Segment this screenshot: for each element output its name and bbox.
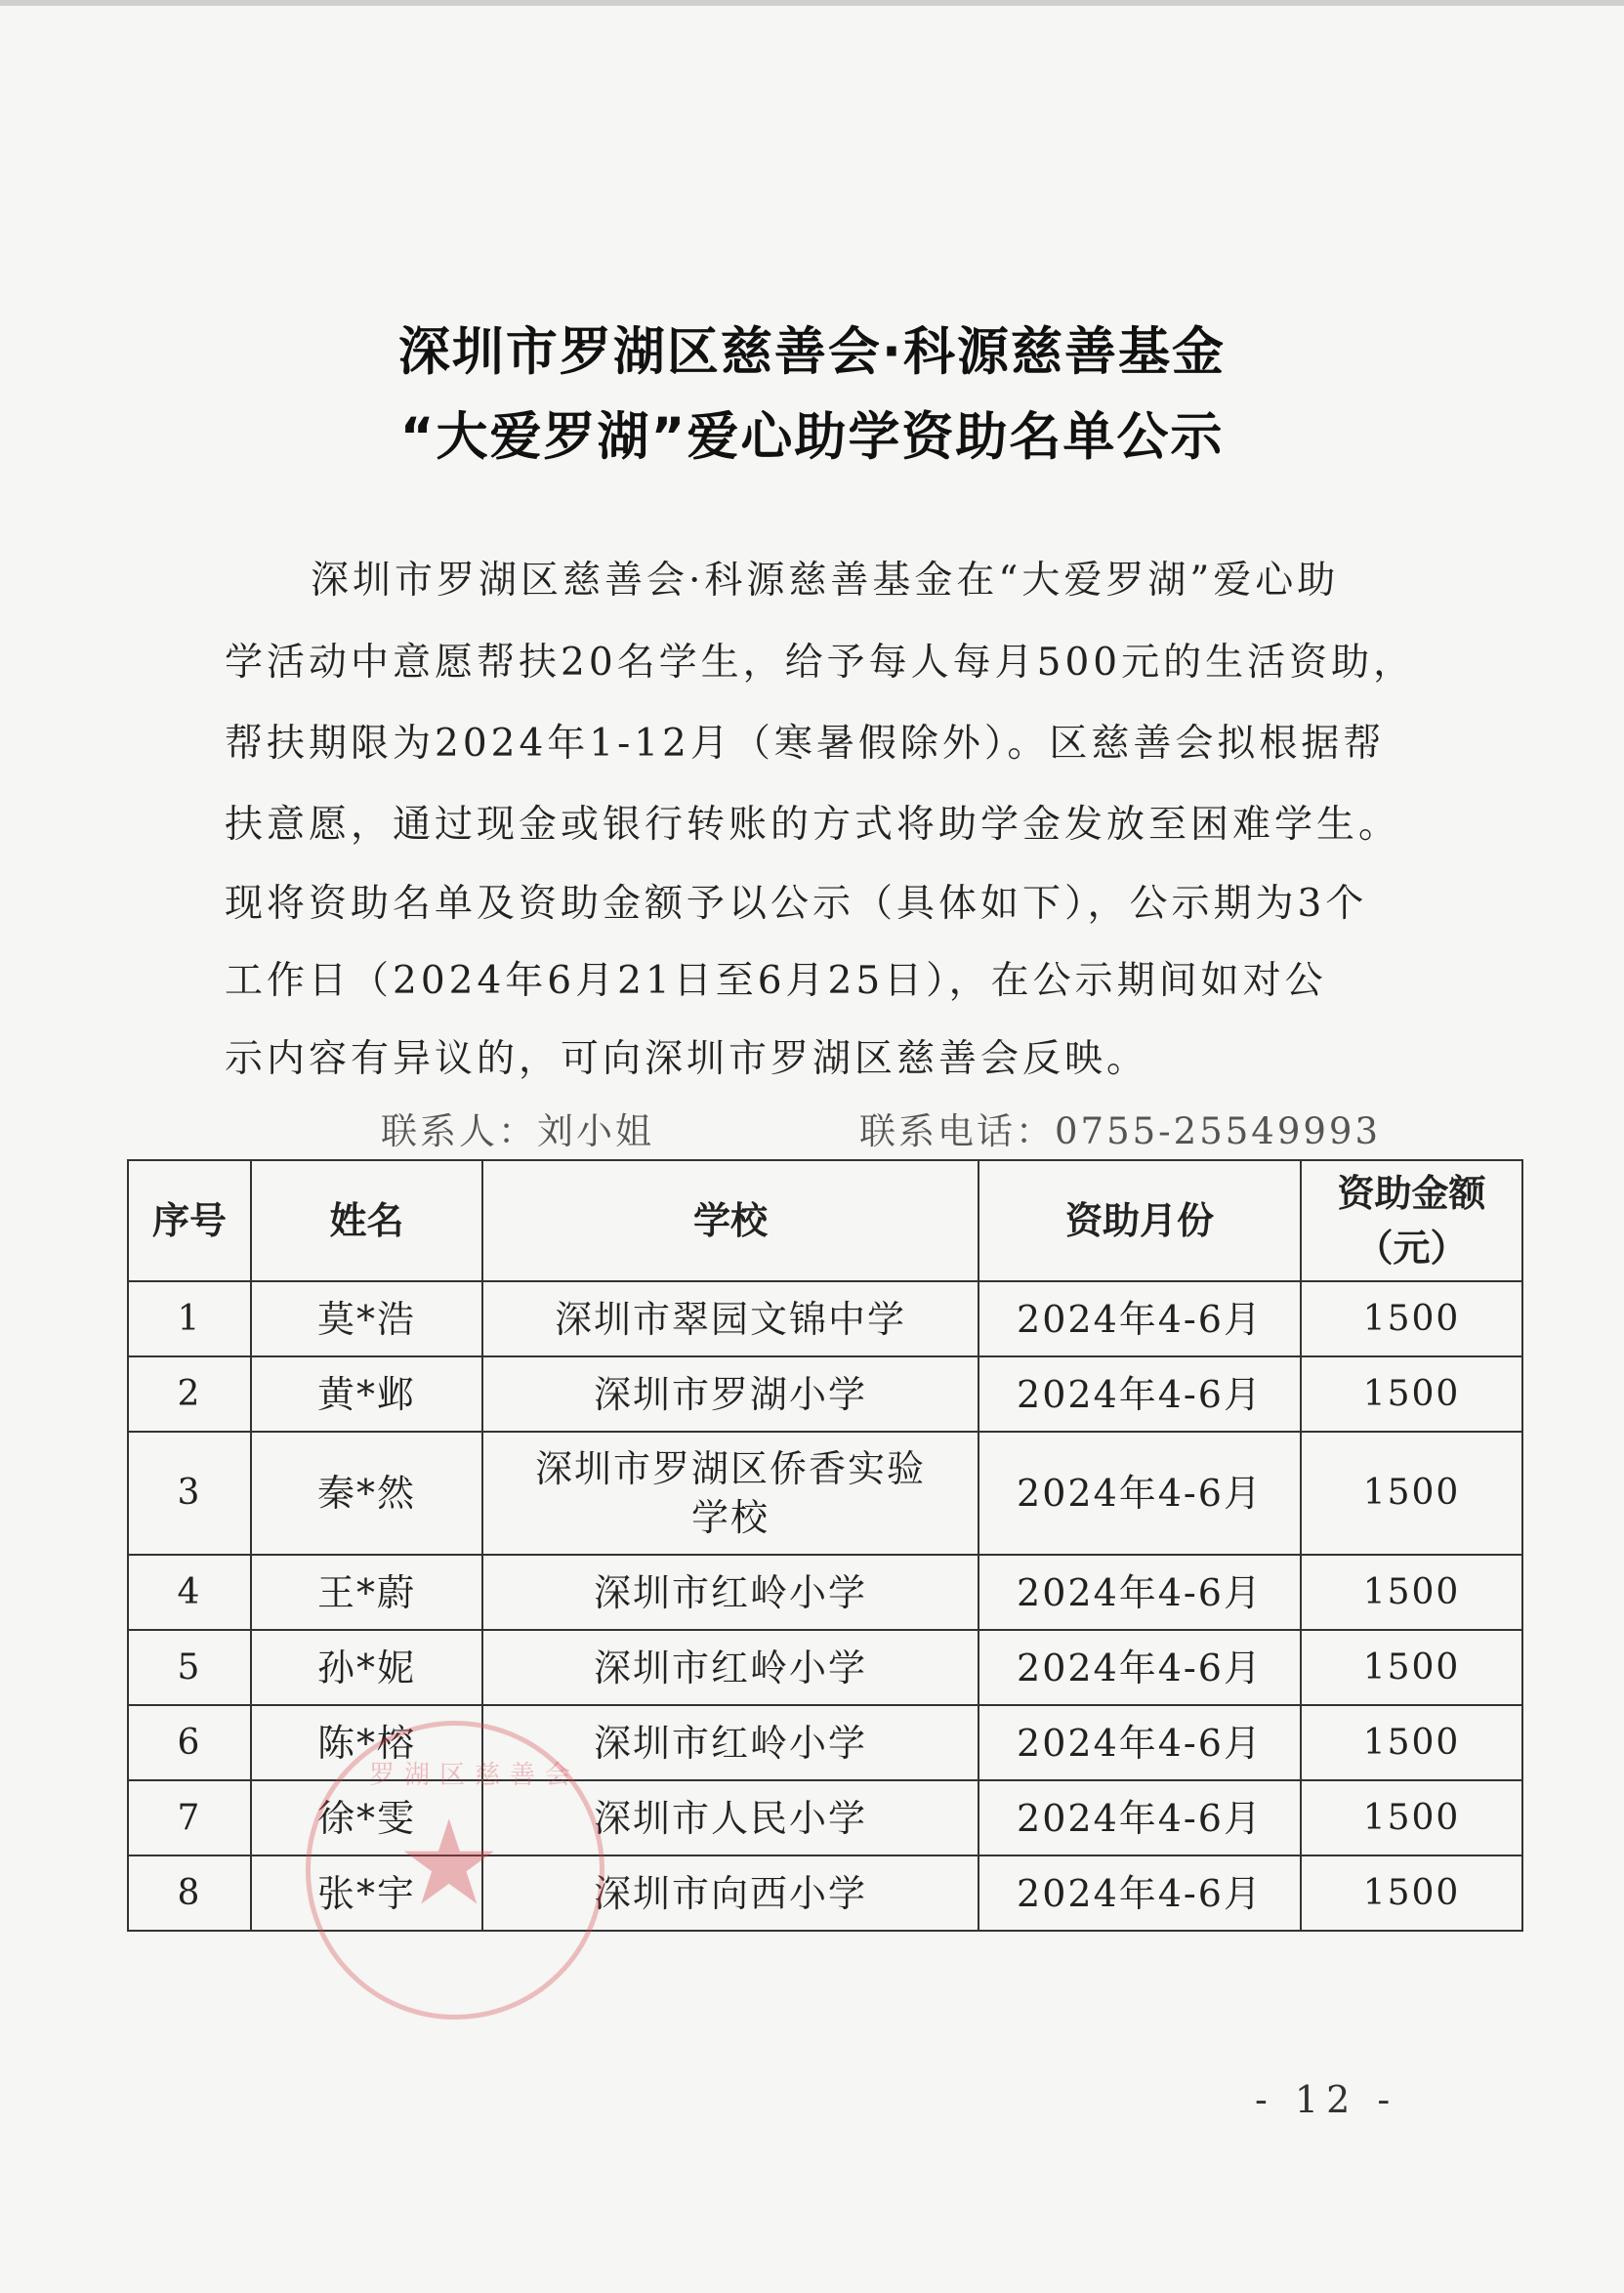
table-row [128,1855,1522,1931]
scan-top-edge [0,0,1624,6]
page-number: - 12 - [1255,2078,1398,2121]
cell-months: 2024年4-6月 [979,1630,1301,1705]
cell-serial-number: 3 [128,1432,251,1555]
cell-school: 深圳市人民小学 [482,1780,979,1855]
cell-serial-number: 1 [128,1281,251,1356]
cell-school: 深圳市罗湖小学 [482,1356,979,1432]
cell-months: 2024年4-6月 [979,1432,1301,1555]
cell-amount: 1500 [1301,1780,1522,1855]
cell-school: 深圳市红岭小学 [482,1705,979,1780]
cell-name: 秦*然 [251,1432,482,1555]
cell-school: 深圳市翠园文锦中学 [482,1281,979,1356]
cell-school: 深圳市红岭小学 [482,1555,979,1630]
header-months: 资助月份 [979,1160,1301,1281]
cell-serial-number: 4 [128,1555,251,1630]
cell-name: 张*宇 [251,1855,482,1931]
cell-serial-number: 6 [128,1705,251,1780]
table-row [128,1432,1522,1555]
cell-amount: 1500 [1301,1630,1522,1705]
cell-school: 深圳市红岭小学 [482,1630,979,1705]
cell-months: 2024年4-6月 [979,1356,1301,1432]
paragraph-line-6: 工作日（2024年6月21日至6月25日），在公示期间如对公 [225,959,1327,1003]
cell-amount: 1500 [1301,1855,1522,1931]
header-amount [1301,1160,1522,1281]
cell-school-line-2: 学校 [690,1496,770,1539]
cell-serial-number: 8 [128,1855,251,1931]
table-row [128,1281,1522,1356]
cell-amount: 1500 [1301,1705,1522,1780]
paragraph-line-5: 现将资助名单及资助金额予以公示（具体如下），公示期为3个 [225,882,1368,926]
header-name: 姓名 [251,1160,482,1281]
paragraph-line-3: 帮扶期限为2024年1-12月（寒暑假除外）。区慈善会拟根据帮 [225,722,1386,766]
header-amount-unit: （元） [1355,1227,1468,1270]
header-amount-label: 资助金额 [1337,1172,1486,1215]
cell-name: 莫*浩 [251,1281,482,1356]
table-row [128,1780,1522,1855]
paragraph-line-7: 示内容有异议的，可向深圳市罗湖区慈善会反映。 [225,1037,1149,1081]
cell-serial-number: 2 [128,1356,251,1432]
cell-name: 陈*榕 [251,1705,482,1780]
cell-school: 深圳市向西小学 [482,1855,979,1931]
cell-name: 孙*妮 [251,1630,482,1705]
sponsorship-table [127,1159,1523,1932]
contact-person: 联系人：刘小姐 [381,1110,654,1152]
cell-amount: 1500 [1301,1432,1522,1555]
paragraph-line-1: 深圳市罗湖区慈善会·科源慈善基金在“大爱罗湖”爱心助 [311,559,1340,603]
star-icon: ★ [396,1796,502,1932]
header-serial-number: 序号 [128,1160,251,1281]
stamp-text: 罗湖区慈善会 [369,1761,581,1790]
cell-amount: 1500 [1301,1281,1522,1356]
table-row [128,1356,1522,1432]
cell-school-line-1: 深圳市罗湖区侨香实验 [534,1447,926,1490]
table-row [128,1705,1522,1780]
cell-serial-number: 7 [128,1780,251,1855]
header-school: 学校 [482,1160,979,1281]
table-header-row [128,1160,1522,1281]
cell-name: 王*蔚 [251,1555,482,1630]
cell-name: 徐*雯 [251,1780,482,1855]
cell-months: 2024年4-6月 [979,1780,1301,1855]
contact-phone: 联系电话：0755-25549993 [859,1110,1381,1152]
document-title-line-2: “大爱罗湖”爱心助学资助名单公示 [399,407,1225,467]
cell-months: 2024年4-6月 [979,1555,1301,1630]
cell-months: 2024年4-6月 [979,1705,1301,1780]
paragraph-line-4: 扶意愿，通过现金或银行转账的方式将助学金发放至困难学生。 [225,803,1401,847]
table-row [128,1630,1522,1705]
cell-amount: 1500 [1301,1356,1522,1432]
cell-school [482,1432,979,1555]
cell-months: 2024年4-6月 [979,1855,1301,1931]
cell-amount: 1500 [1301,1555,1522,1630]
cell-name: 黄*邺 [251,1356,482,1432]
paragraph-line-2: 学活动中意愿帮扶20名学生，给予每人每月500元的生活资助， [225,641,1416,685]
cell-serial-number: 5 [128,1630,251,1705]
table-row [128,1555,1522,1630]
document-title-line-1: 深圳市罗湖区慈善会·科源慈善基金 [397,322,1227,382]
cell-months: 2024年4-6月 [979,1281,1301,1356]
